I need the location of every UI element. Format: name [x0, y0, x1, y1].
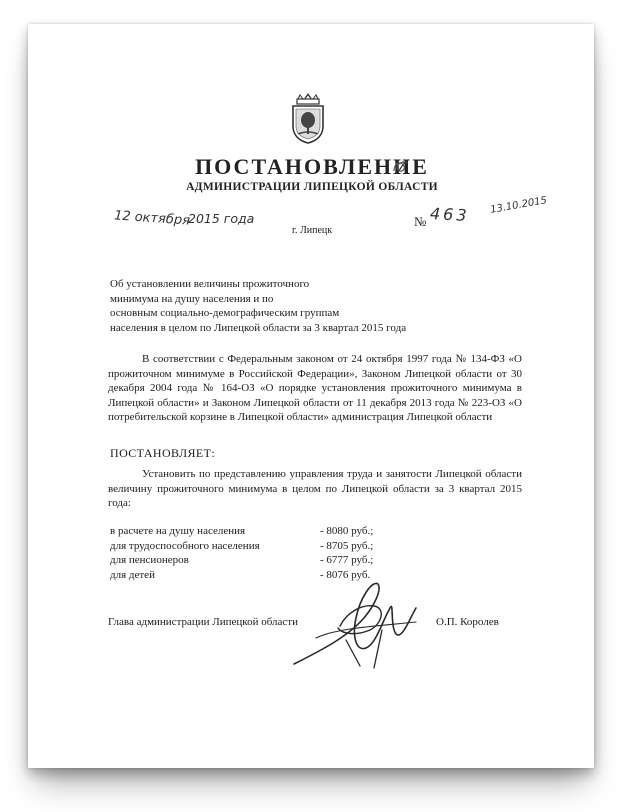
value-label: для пенсионеров [110, 554, 189, 567]
resolve-heading: ПОСТАНОВЛЯЕТ: [110, 446, 216, 460]
handwritten-date-year: 2015 года [188, 211, 255, 226]
city-label: г. Липецк [292, 225, 333, 236]
value-amount: - 8705 руб.; [320, 539, 374, 552]
value-row [110, 553, 430, 568]
number-sign: № [414, 214, 427, 229]
handwritten-registration-note: 13.10.2015 [489, 195, 548, 216]
signatory-position: Глава администрации Липецкой области [108, 616, 298, 628]
handwritten-date: 12 октября [113, 208, 191, 229]
value-amount: - 8080 руб.; [320, 525, 374, 537]
preamble-paragraph: В соответствии с Федеральным законом от 24 октября 1997 года № 134-ФЗ «О прожиточном минимуме в Российской Федерации», Законом Липецкой области от 30 декабря 2004 года № 164-ОЗ «О порядке установления прожиточного минимума в Липецкой области» и Законом Липецкой области от 11 декабря 2013 года № 223-ОЗ «О потребительской корзине в Липецкой области» администрация Липецкой области [108, 353, 522, 424]
value-label: для детей [110, 568, 155, 581]
value-label: в расчете на душу населения [110, 525, 246, 537]
subject-line: основным социально-демографическим группам [110, 307, 340, 320]
document-title: ПОСТАНОВЛЕНИЕ [195, 154, 429, 179]
handwritten-document-number: 463 [429, 203, 471, 226]
document-subject [110, 277, 406, 335]
subject-line: минимума на душу населения и по [110, 292, 274, 305]
value-label: для трудоспособного населения [110, 539, 260, 552]
resolution-paragraph: Установить по представлению управления труда и занятости Липецкой области величину прожиточного минимума в целом по Липецкой области за 3 квартал 2015 года: [108, 468, 522, 510]
issuing-authority: АДМИНИСТРАЦИИ ЛИПЕЦКОЙ ОБЛАСТИ [186, 181, 438, 193]
value-amount: - 6777 руб.; [320, 554, 374, 567]
coat-of-arms-emblem [288, 92, 328, 144]
value-row [110, 524, 430, 539]
signatory-name: О.П. Королев [436, 616, 499, 628]
value-amount: - 8076 руб. [320, 568, 371, 581]
handwritten-signature [286, 578, 446, 674]
subject-line: населения в целом по Липецкой области за 3 квартал 2015 года [110, 321, 407, 334]
subject-line: Об установлении величины прожиточного [110, 278, 310, 290]
value-row [110, 539, 430, 554]
subsistence-values-list [110, 524, 430, 582]
